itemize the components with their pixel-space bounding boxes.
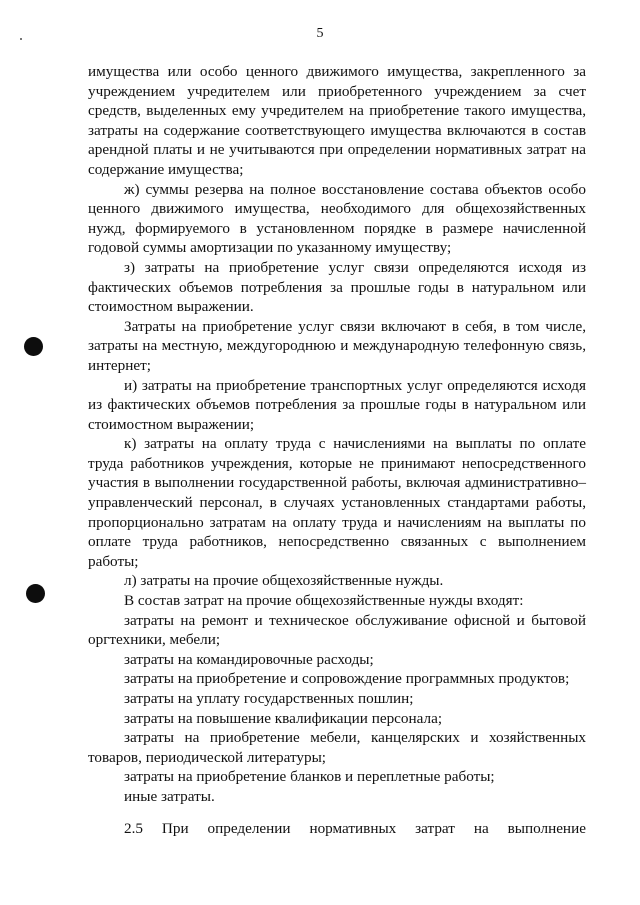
word: затрат	[415, 820, 455, 837]
list-item: затраты на приобретение и сопровождение программных продуктов;	[124, 670, 570, 688]
section-number: 2.5	[124, 820, 143, 837]
punch-hole	[26, 584, 45, 603]
list-item: затраты на приобретение бланков и переплетные работы;	[124, 768, 495, 786]
paragraph: з) затраты на приобретение услуг связи определяются исходя из фактических объемов потребления за прошлые годы в натуральном или стоимостном выражении.	[88, 258, 586, 316]
paragraph: Затраты на приобретение услуг связи включают в себя, в том числе, затраты на местную, междугороднюю и международную телефонную связь, интернет;	[88, 317, 586, 374]
paragraph: л) затраты на прочие общехозяйственные нужды.	[124, 572, 444, 590]
word: нормативных	[309, 820, 397, 837]
list-item: затраты на командировочные расходы;	[124, 650, 374, 668]
paragraph: имущества или особо ценного движимого имущества, закрепленного за учреждением учредителем или приобретенного учреждением за счет средств, выделенных ему учредителем на приобретение такого имущества, затраты на содержание соответствующего имущества включаются в состав арендной платы и не учитываются при определении нормативных затрат на содержание имущества;	[88, 63, 586, 178]
paragraph: и) затраты на приобретение транспортных услуг определяются исходя из фактических объемов потребления за прошлые годы в натуральном или стоимостном выражении;	[88, 376, 586, 433]
word: При	[161, 820, 189, 837]
page-number: 5	[316, 26, 324, 41]
punch-hole	[24, 337, 43, 356]
paragraph: к) затраты на оплату труда с начислениями на выплаты по оплате труда работников учреждения, которые не принимают непосредственного участия в выполнении государственной работы, включая административно–управленческий персонал, в случаях установленных стандартами работы, пропорционально затратам на оплату труда и начислениям на выплаты по оплате труда работников, непосредственно связанных с выполнением работы;	[88, 435, 586, 570]
list-item: затраты на уплату государственных пошлин;	[124, 690, 414, 707]
word: выполнение	[507, 820, 586, 837]
list-item: иные затраты.	[124, 787, 215, 805]
word: определении	[207, 820, 291, 837]
document-body	[88, 62, 586, 807]
section-2-5-opening-line	[124, 819, 586, 839]
list-item: затраты на повышение квалификации персонала;	[124, 709, 443, 727]
paragraph: В состав затрат на прочие общехозяйственные нужды входят:	[124, 592, 524, 610]
paragraph: ж) суммы резерва на полное восстановление состава объектов особо ценного движимого имущества, необходимого для общехозяйственных нужд, формируемого в установленном порядке в размере начисленной годовой суммы амортизации по указанному имуществу;	[88, 180, 586, 257]
word: на	[473, 820, 489, 837]
list-item: затраты на приобретение мебели, канцелярских и хозяйственных товаров, периодической литературы;	[88, 729, 586, 766]
list-item: затраты на ремонт и техническое обслуживание офисной и бытовой оргтехники, мебели;	[88, 611, 586, 649]
